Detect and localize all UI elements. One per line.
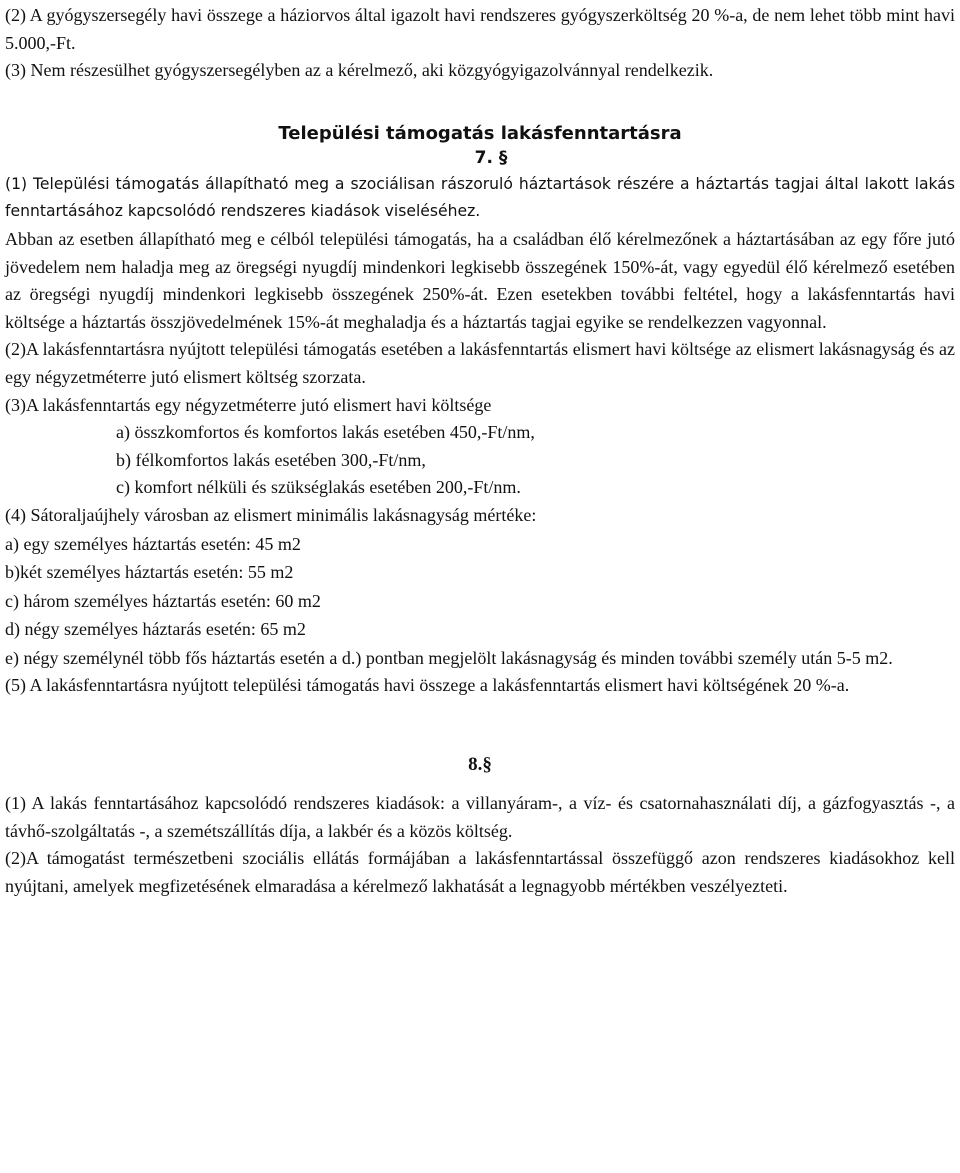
paragraph-top-3: (3) Nem részesülhet gyógyszersegélyben az a kérelmező, aki közgyógyigazolvánnyal rendelkezik. <box>5 60 714 81</box>
section-7-heading: Települési támogatás lakásfenntartásra <box>278 122 682 144</box>
section-7-paragraph-1b: Abban az esetben állapítható meg e célból települési támogatás, ha a családban élő kérelmezőnek a háztartásában az egy főre jutó jövedelem nem haladja meg az öregségi nyugdíj mindenkori legkisebb összegének 150%-át, vagy egyedül élő kérelmező esetében az öregségi nyugdíj mindenkori legkisebb összegének 250%-át. Ezen esetekben további feltétel, hogy a lakásfenntartás havi költsége a háztartás összjövedelmének 15%-át meghaladja és a háztartás tagjai egyike se rendelkezzen vagyonnal. <box>5 228 955 332</box>
section-sign-icon: § <box>482 754 492 776</box>
section-8-paragraph-1: (1) A lakás fenntartásához kapcsolódó rendszeres kiadások: a villanyáram-, a víz- és csatornahasználati díj, a gázfogyasztás -, a távhő-szolgáltatás -, a szemétszállítás díja, a lakbér és a közös költség. <box>5 793 955 841</box>
section-7-paragraph-5: (5) A lakásfenntartásra nyújtott települési támogatás havi összege a lakásfenntartás elismert havi költségének 20 %-a. <box>5 675 850 696</box>
section-7-paragraph-3: (3)A lakásfenntartás egy négyzetméterre jutó elismert havi költsége <box>5 394 492 415</box>
list-item: c) három személyes háztartás esetén: 60 m2 <box>5 590 321 611</box>
list-item: a) összkomfortos és komfortos lakás esetében 450,-Ft/nm, <box>116 422 535 443</box>
list-item: b) félkomfortos lakás esetében 300,-Ft/nm, <box>116 449 426 470</box>
paragraph-top-2: (2) A gyógyszersegély havi összege a háziorvos által igazolt havi rendszeres gyógyszerköltség 20 %-a, de nem lehet több mint havi 5.000,-Ft. <box>5 5 955 53</box>
list-item: c) komfort nélküli és szükséglakás esetében 200,-Ft/nm. <box>116 477 521 498</box>
section-8-number: 8.§ <box>468 754 492 776</box>
list-item: d) négy személyes háztarás esetén: 65 m2 <box>5 619 306 640</box>
section-7-number: 7. § <box>474 147 508 168</box>
list-item: a) egy személyes háztartás esetén: 45 m2 <box>5 533 301 554</box>
section-sign-icon: § <box>492 147 508 168</box>
section-8-paragraph-2: (2)A támogatást természetbeni szociális ellátás formájában a lakásfenntartással összefüggő azon rendszeres kiadásokhoz kell nyújtani, amelyek megfizetésének elmaradása a kérelmező lakhatását a legnagyobb mértékben veszélyezteti. <box>5 848 955 896</box>
section-7-paragraph-2: (2)A lakásfenntartásra nyújtott települési támogatás esetében a lakásfenntartás elismert havi költsége az elismert lakásnagyság és az egy négyzetméterre jutó elismert költség szorzata. <box>5 339 955 387</box>
section-7-paragraph-4: (4) Sátoraljaújhely városban az elismert minimális lakásnagyság mértéke: <box>5 504 537 525</box>
list-item: e) négy személynél több fős háztartás esetén a d.) pontban megjelölt lakásnagyság és minden további személy után 5-5 m2. <box>5 647 893 668</box>
section-7-paragraph-1a: (1) Települési támogatás állapítható meg a szociálisan rászoruló háztartások részére a háztartás tagjai által lakott lakás fenntartásához kapcsolódó rendszeres kiadások viseléséhez. <box>5 174 955 221</box>
list-item: b)két személyes háztartás esetén: 55 m2 <box>5 562 294 583</box>
